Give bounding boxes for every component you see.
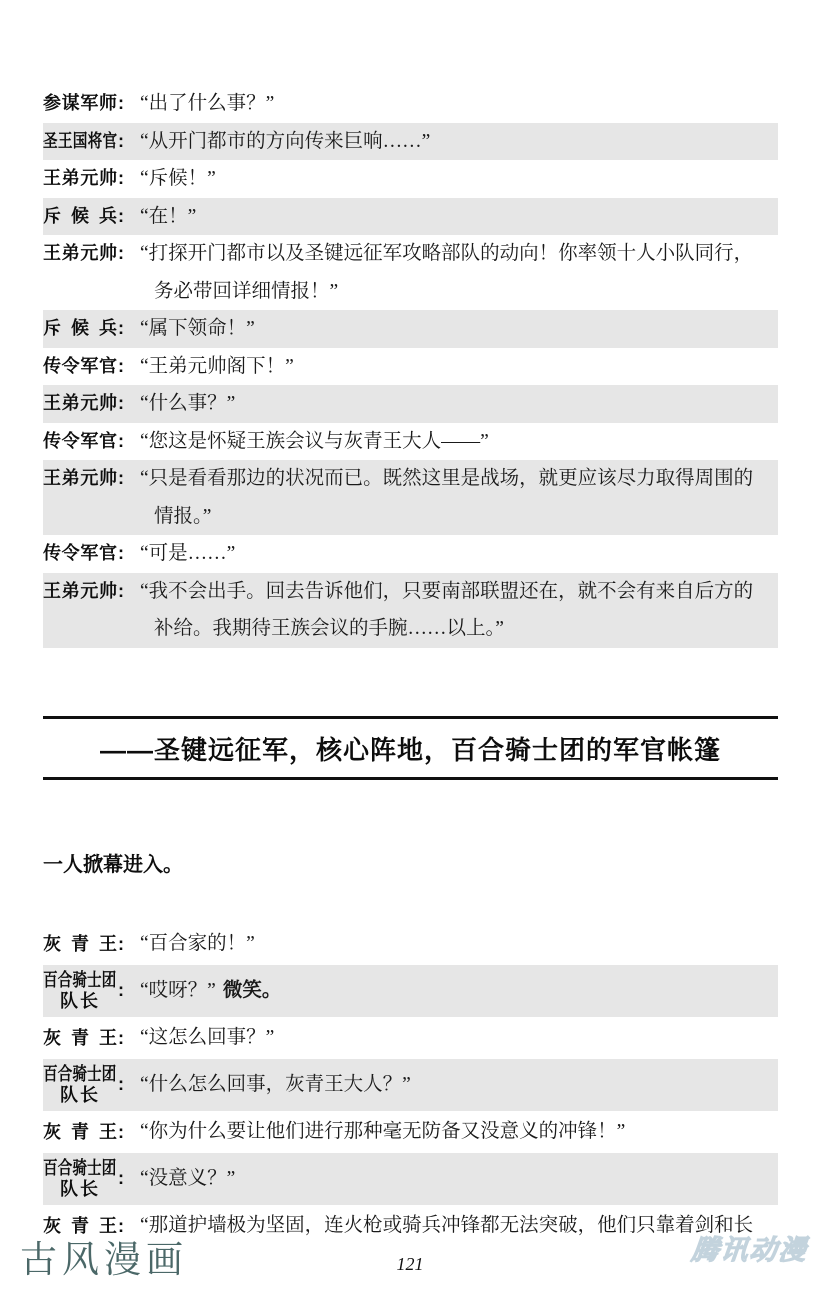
speaker-colon: : <box>118 1074 124 1094</box>
speaker-label: 王弟元帅 <box>43 468 117 488</box>
speaker-colon: : <box>118 468 124 488</box>
dialogue-text: “您这是怀疑王族会议与灰青王大人——” <box>140 430 489 452</box>
speaker-colon: : <box>118 393 124 413</box>
dialogue-text: “百合家的！” <box>140 932 255 954</box>
dialogue-row <box>43 310 778 348</box>
speaker-colon: : <box>118 1215 124 1236</box>
dialogue-row <box>43 198 778 236</box>
speaker-colon: : <box>118 205 124 226</box>
dialogue-row <box>43 1059 778 1111</box>
dialogue-row <box>43 160 778 198</box>
dialogue-text: “打探开门都市以及圣键远征军攻略部队的动向！你率领十人小队同行，务必带回详细情报！” <box>140 243 754 302</box>
speaker-colon: : <box>118 1121 124 1142</box>
dialogue-row <box>43 923 778 965</box>
dialogue-text: “我不会出手。回去告诉他们，只要南部联盟还在，就不会有来自后方的补给。我期待王族会议的手腕……以上。” <box>140 580 754 639</box>
dialogue-row <box>43 965 778 1017</box>
dialogue-text: “从开门都市的方向传来巨响……” <box>140 130 431 152</box>
dialogue-text: “那道护墙极为坚固，连火枪或骑兵冲锋都无法突破，他们只靠着剑和长 <box>140 1214 754 1236</box>
dialogue-text: “这怎么回事？” <box>140 1026 275 1048</box>
dialogue-row <box>43 1153 778 1205</box>
dialogue-text: “哎呀？” 微笑。 <box>140 979 282 1001</box>
speaker-label: 参谋军师 <box>43 93 117 113</box>
speaker-colon: : <box>118 130 124 151</box>
action-text: 微笑。 <box>222 979 282 1001</box>
speaker-colon: : <box>118 543 124 563</box>
speaker-label: 百合骑士团 队长 <box>43 969 117 1011</box>
dialogue-row <box>43 535 778 573</box>
speaker-label: 百合骑士团 队长 <box>43 1157 117 1199</box>
dialogue-row <box>43 1111 778 1153</box>
speaker-label: 王弟元帅 <box>43 580 117 601</box>
speaker-label: 王弟元帅 <box>43 168 117 188</box>
speaker-label: 灰青王 <box>43 933 117 954</box>
speaker-label: 百合骑士团 队长 <box>43 1063 117 1105</box>
narration-line: 一人掀幕进入。 <box>43 853 183 876</box>
speaker-colon: : <box>118 980 124 1000</box>
speaker-label: 传令军官 <box>43 355 117 376</box>
speaker-label: 传令军官 <box>43 543 117 563</box>
speaker-colon: : <box>118 168 124 188</box>
dialogue-text: “你为什么要让他们进行那种毫无防备又没意义的冲锋！” <box>140 1120 626 1142</box>
dialogue-row <box>43 348 778 386</box>
speaker-label: 灰青王 <box>43 1027 117 1048</box>
dialogue-section-2 <box>43 923 778 1247</box>
dialogue-row <box>43 385 778 423</box>
speaker-colon: : <box>118 1168 124 1188</box>
dialogue-text: “没意义？” <box>140 1167 236 1189</box>
speaker-label: 王弟元帅 <box>43 393 117 413</box>
speaker-label: 斥候兵 <box>43 205 117 226</box>
speaker-label: 圣王国将官 <box>43 130 118 151</box>
dialogue-text: “什么事？” <box>140 393 236 414</box>
page-number: 121 <box>396 1254 424 1274</box>
speaker-label: 斥候兵 <box>43 318 117 338</box>
speaker-colon: : <box>118 243 124 263</box>
speaker-label: 灰青王 <box>43 1215 117 1236</box>
dialogue-row <box>43 85 778 123</box>
dialogue-section-1 <box>43 85 778 648</box>
scene-header: ——圣键远征军，核心阵地，百合骑士团的军官帐篷 <box>43 716 778 780</box>
dialogue-text: “斥候！” <box>140 168 216 189</box>
speaker-label: 传令军官 <box>43 430 117 451</box>
dialogue-text: “什么怎么回事，灰青王大人？” <box>140 1073 411 1095</box>
speaker-label: 王弟元帅 <box>43 243 117 263</box>
speaker-colon: : <box>118 355 124 376</box>
dialogue-row <box>43 573 778 648</box>
tencent-comics-watermark: 腾讯动漫 <box>690 1235 810 1265</box>
dialogue-row <box>43 1017 778 1059</box>
dialogue-text: “属下领命！” <box>140 318 255 339</box>
speaker-colon: : <box>118 318 124 338</box>
dialogue-row <box>43 235 778 310</box>
dialogue-text: “王弟元帅阁下！” <box>140 355 294 377</box>
speaker-colon: : <box>118 1027 124 1048</box>
dialogue-text: “可是……” <box>140 543 236 564</box>
script-page <box>43 85 778 1247</box>
dialogue-row <box>43 123 778 161</box>
dialogue-text: “出了什么事？” <box>140 93 275 114</box>
speaker-label: 灰青王 <box>43 1121 117 1142</box>
publisher-logo: 古风漫画 <box>20 1238 188 1281</box>
speaker-colon: : <box>118 93 124 113</box>
dialogue-row <box>43 423 778 461</box>
dialogue-text: “在！” <box>140 205 197 227</box>
dialogue-row <box>43 460 778 535</box>
speaker-colon: : <box>118 580 124 601</box>
dialogue-text: “只是看看那边的状况而已。既然这里是战场，就更应该尽力取得周围的情报。” <box>140 468 754 527</box>
speaker-colon: : <box>118 933 124 954</box>
speaker-colon: : <box>118 430 124 451</box>
